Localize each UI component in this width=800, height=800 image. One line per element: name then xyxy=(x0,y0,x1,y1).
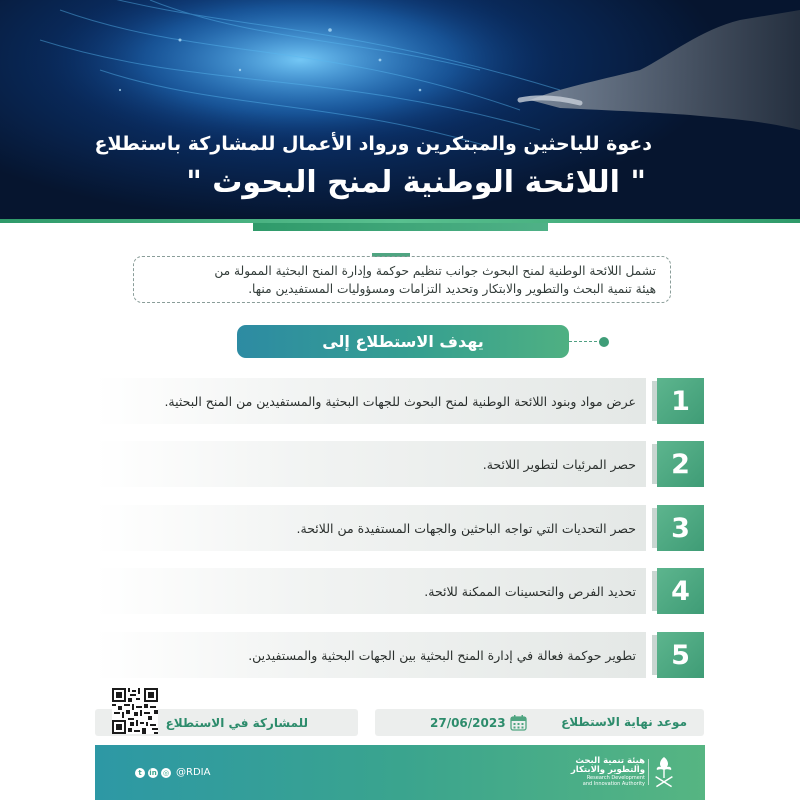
org-name-ar-1: هيئة تنمية البحث xyxy=(575,756,645,766)
goal-item-1: عرض مواد وبنود اللائحة الوطنية لمنح البحوث للجهات البحثية والمستفيدين من المنح البحثية. xyxy=(95,378,646,424)
goal-item-3: حصر التحديات التي تواجه الباحثين والجهات المستفيدة من اللائحة. xyxy=(95,505,646,551)
twitter-icon[interactable]: t xyxy=(135,768,145,778)
hero-accent-bar xyxy=(253,223,548,231)
goals-connector-line xyxy=(569,341,602,342)
goal-item-5: تطوير حوكمة فعالة في إدارة المنح البحثية بين الجهات البحثية والمستفيدين. xyxy=(95,632,646,678)
intro-box xyxy=(133,256,671,303)
qr-code-icon[interactable] xyxy=(112,688,158,734)
org-name-ar-2: والتطوير والابتكار xyxy=(570,765,645,775)
intro-line-1: تشمل اللائحة الوطنية لمنح البحوث جوانب تنظيم حوكمة وإدارة المنح البحثية الممولة من xyxy=(214,264,656,278)
intro-line-2: هيئة تنمية البحث والتطوير والابتكار وتحديد التزامات ومسؤوليات المستفيدين منها. xyxy=(248,282,656,296)
deadline-pill xyxy=(375,709,704,736)
saudi-emblem-icon xyxy=(653,755,675,789)
social-handle: @RDIA xyxy=(176,767,211,778)
goal-number-1: 1 xyxy=(657,378,704,424)
goal-item-4: تحديد الفرص والتحسينات الممكنة للائحة. xyxy=(95,568,646,614)
instagram-icon[interactable]: ◎ xyxy=(162,768,170,777)
footer-bar xyxy=(95,745,705,800)
goal-item-2: حصر المرئيات لتطوير اللائحة. xyxy=(95,441,646,487)
survey-link-label: للمشاركة في الاستطلاع xyxy=(165,715,308,730)
deadline-label: موعد نهاية الاستطلاع xyxy=(561,715,687,729)
org-logo-text xyxy=(571,757,645,787)
hero-subtitle: دعوة للباحثين والمبتكرين ورواد الأعمال للمشاركة باستطلاع xyxy=(94,133,652,155)
logo-separator xyxy=(648,759,649,785)
goals-heading: يهدف الاستطلاع إلى xyxy=(237,325,569,358)
goal-number-5: 5 xyxy=(657,632,704,678)
goal-number-2: 2 xyxy=(657,441,704,487)
org-name-en-2: and Innovation Authority xyxy=(582,781,645,787)
linkedin-icon[interactable]: in xyxy=(149,768,157,777)
org-name-en-1: Research Development xyxy=(586,775,645,781)
social-links xyxy=(135,767,210,778)
calendar-icon xyxy=(510,714,527,731)
deadline-date: 27/06/2023 xyxy=(430,716,506,730)
goal-number-4: 4 xyxy=(657,568,704,614)
hero-banner xyxy=(0,0,800,222)
goal-number-3: 3 xyxy=(657,505,704,551)
hero-title: " اللائحة الوطنية لمنح البحوث " xyxy=(186,165,646,200)
goals-connector-dot xyxy=(599,337,609,347)
